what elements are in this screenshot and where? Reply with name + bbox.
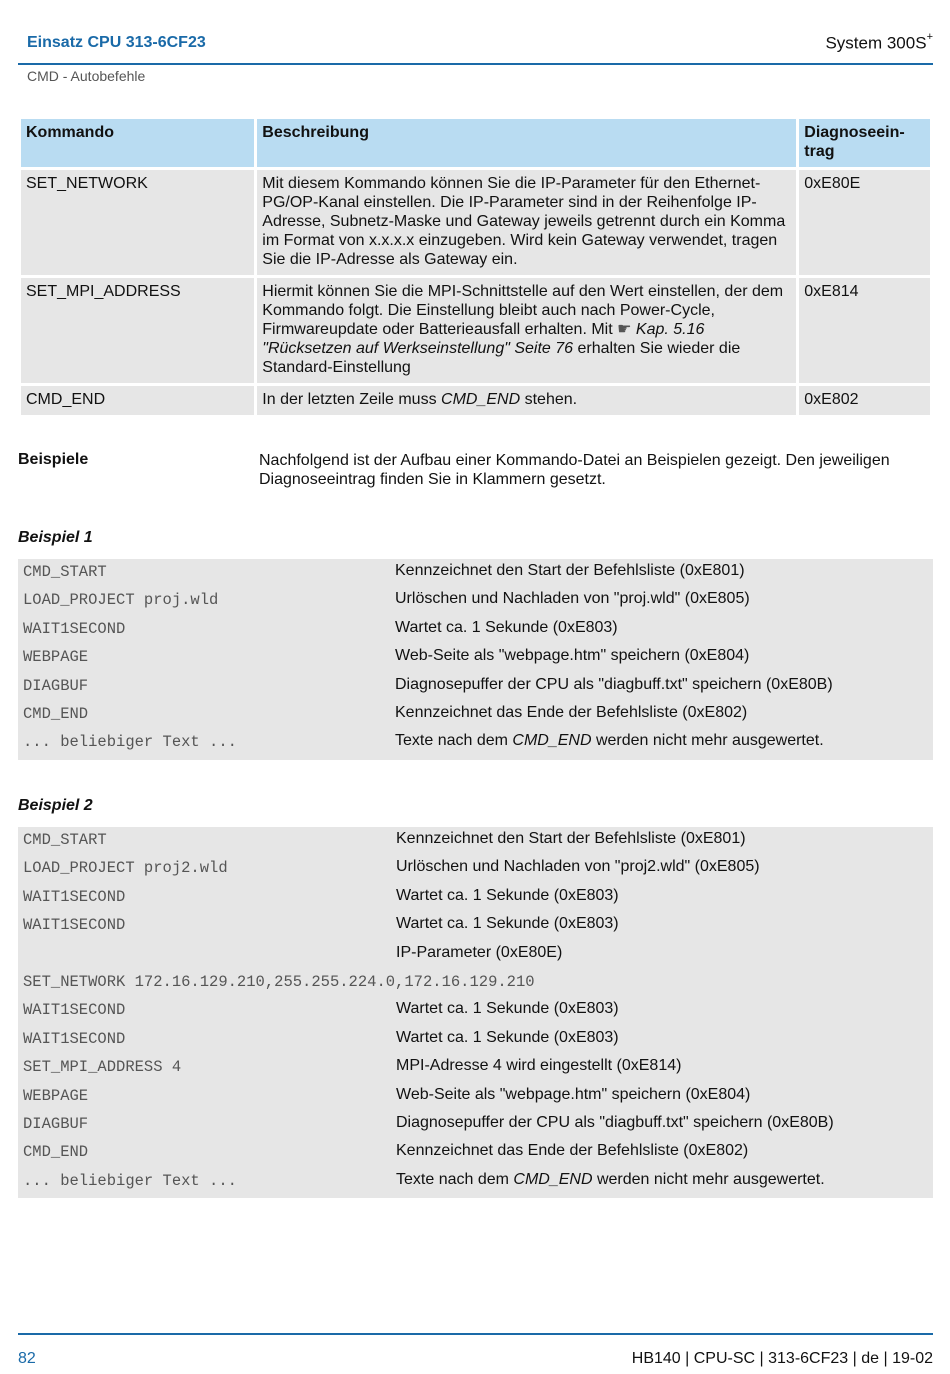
code-line: WAIT1SECOND [23,916,126,935]
code-line: SET_NETWORK 172.16.129.210,255.255.224.0,172.16.129.210 [23,972,535,991]
code-line: WAIT1SECOND [23,1029,126,1048]
code-line: DIAGBUF [23,676,89,695]
code-row [18,997,933,1025]
code-line: CMD_START [23,563,107,581]
code-row [18,827,933,855]
col-header-beschreibung: Beschreibung [257,119,796,167]
code-description: IP-Parameter (0xE80E) [396,943,563,961]
cross-reference-link[interactable]: Kap. 5.16 "Rücksetzen auf Werkseinstellung" Seite 76 [262,321,705,357]
code-line: CMD_START [23,831,107,849]
cell-beschreibung-text: stehen. [520,391,578,408]
code-block-padding [18,1196,933,1198]
code-row [18,673,933,701]
cross-reference-icon: ☛ [617,321,636,338]
cell-beschreibung-text: In der letzten Zeile muss [262,391,442,408]
code-row [18,1083,933,1111]
cell-diagnose: 0xE814 [799,278,930,383]
code-row [18,616,933,644]
code-line: LOAD_PROJECT proj.wld [23,591,219,610]
code-row [18,701,933,729]
example-2-code-block [18,827,933,1198]
code-row [18,1111,933,1139]
code-description: Wartet ca. 1 Sekunde (0xE803) [396,915,619,933]
code-row [18,729,933,757]
table-row [21,386,930,415]
cell-beschreibung-text: Mit diesem Kommando können Sie die IP-Parameter für den Ethernet-PG/OP-Kanal einstellen. Die IP-Parameter sind in der Reihenfolge IP-Adresse, Subnetz-Maske und Gateway jeweils getrennt durch ein Komma im Format von x.x.x.x einzugeben. Wird kein Gateway verwendet, tragen Sie die IP-Adresse als Gateway ein. [262,175,786,268]
code-description: Diagnosepuffer der CPU als "diagbuff.txt" speichern (0xE80B) [396,1113,834,1131]
code-line: ... beliebiger Text ... [23,1171,237,1190]
example-1-code-block [18,559,933,760]
command-table [18,116,933,418]
cell-beschreibung-em: CMD_END [441,391,521,408]
code-description: Wartet ca. 1 Sekunde (0xE803) [396,1000,619,1018]
cell-kommando: CMD_END [21,386,254,415]
cell-beschreibung [257,170,796,275]
table-header-row [21,119,930,167]
code-row [18,644,933,672]
page-number: 82 [18,1350,36,1367]
code-description: Kennzeichnet das Ende der Befehlsliste (0xE802) [396,1142,749,1160]
code-description: Kennzeichnet den Start der Befehlsliste (0xE801) [396,830,746,847]
code-row [18,559,933,587]
table-row [21,170,930,275]
cell-kommando: SET_NETWORK [21,170,254,275]
code-description: MPI-Adresse 4 wird eingestellt (0xE814) [396,1057,682,1075]
code-row [18,1168,933,1196]
code-description-text: Texte nach dem [396,1170,514,1188]
beispiele-text: Nachfolgend ist der Aufbau einer Kommando-Datei an Beispielen gezeigt. Den jeweiligen Diagnoseeintrag finden Sie in Klammern gesetzt. [259,452,890,488]
header-system [825,33,933,54]
header-subtitle: CMD - Autobefehle [27,68,146,84]
col-header-kommando: Kommando [21,119,254,167]
code-description: Wartet ca. 1 Sekunde (0xE803) [396,886,619,904]
code-line: CMD_END [23,1143,89,1162]
beispiele-label: Beispiele [18,451,89,468]
header-title: Einsatz CPU 313-6CF23 [27,34,206,51]
code-row [18,969,933,997]
code-row [18,587,933,615]
code-line: WAIT1SECOND [23,1001,126,1020]
code-description-text: werden nicht mehr ausgewertet. [592,1170,825,1188]
footer-divider [18,1333,933,1335]
cell-diagnose: 0xE80E [799,170,930,275]
code-row [18,1054,933,1082]
col-header-diagnose: Diagnoseein- trag [799,119,930,167]
code-description: Urlöschen und Nachladen von "proj2.wld" (0xE805) [396,858,760,876]
header-system-sup: + [926,31,933,43]
code-row [18,941,933,969]
code-row [18,912,933,940]
example-1-title: Beispiel 1 [18,529,93,546]
code-description [395,732,824,750]
footer-doc-info: HB140 | CPU-SC | 313-6CF23 | de | 19-02 [631,1350,933,1367]
code-description: Diagnosepuffer der CPU als "diagbuff.txt" speichern (0xE80B) [395,675,833,693]
code-description: Wartet ca. 1 Sekunde (0xE803) [395,618,618,636]
code-row [18,855,933,883]
code-description: Web-Seite als "webpage.htm" speichern (0xE804) [396,1085,751,1103]
cell-kommando: SET_MPI_ADDRESS [21,278,254,383]
code-description: Wartet ca. 1 Sekunde (0xE803) [396,1028,619,1046]
code-line: SET_MPI_ADDRESS 4 [23,1058,182,1077]
code-description-em: CMD_END [512,732,592,750]
header-system-name: System 300S [825,33,927,53]
cell-beschreibung [257,278,796,383]
cell-diagnose: 0xE802 [799,386,930,415]
code-description: Urlöschen und Nachladen von "proj.wld" (0xE805) [395,590,750,608]
code-line: CMD_END [23,704,89,723]
code-line: LOAD_PROJECT proj2.wld [23,859,228,878]
code-row [18,1026,933,1054]
code-line: WAIT1SECOND [23,619,126,638]
header-divider [18,63,933,65]
code-description: Kennzeichnet das Ende der Befehlsliste (0xE802) [395,703,748,721]
code-row [18,884,933,912]
code-description: Web-Seite als "webpage.htm" speichern (0xE804) [395,647,750,665]
code-description [396,1171,825,1189]
cell-beschreibung-text: erhalten Sie wieder die Standard-Einstellung [262,340,741,376]
code-line: DIAGBUF [23,1114,89,1133]
code-description-text: werden nicht mehr ausgewertet. [591,732,824,750]
code-block-padding [18,758,933,760]
cell-beschreibung [257,386,796,415]
cell-beschreibung-text: Hiermit können Sie die MPI-Schnittstelle auf den Wert einstellen, der dem Kommando folgt. Die Einstellung bleibt auch nach Power-Cycle, Firmwareupdate oder Batterieausfall erhalten. Mit [262,283,784,338]
code-line: WEBPAGE [23,1086,89,1105]
code-description-text: Texte nach dem [395,732,513,750]
table-row [21,278,930,383]
code-line: WEBPAGE [23,648,89,667]
code-line: ... beliebiger Text ... [23,733,237,752]
code-description: Kennzeichnet den Start der Befehlsliste (0xE801) [395,562,745,579]
code-description-em: CMD_END [513,1170,593,1188]
code-line: WAIT1SECOND [23,887,126,906]
example-2-title: Beispiel 2 [18,797,93,814]
code-row [18,1139,933,1167]
